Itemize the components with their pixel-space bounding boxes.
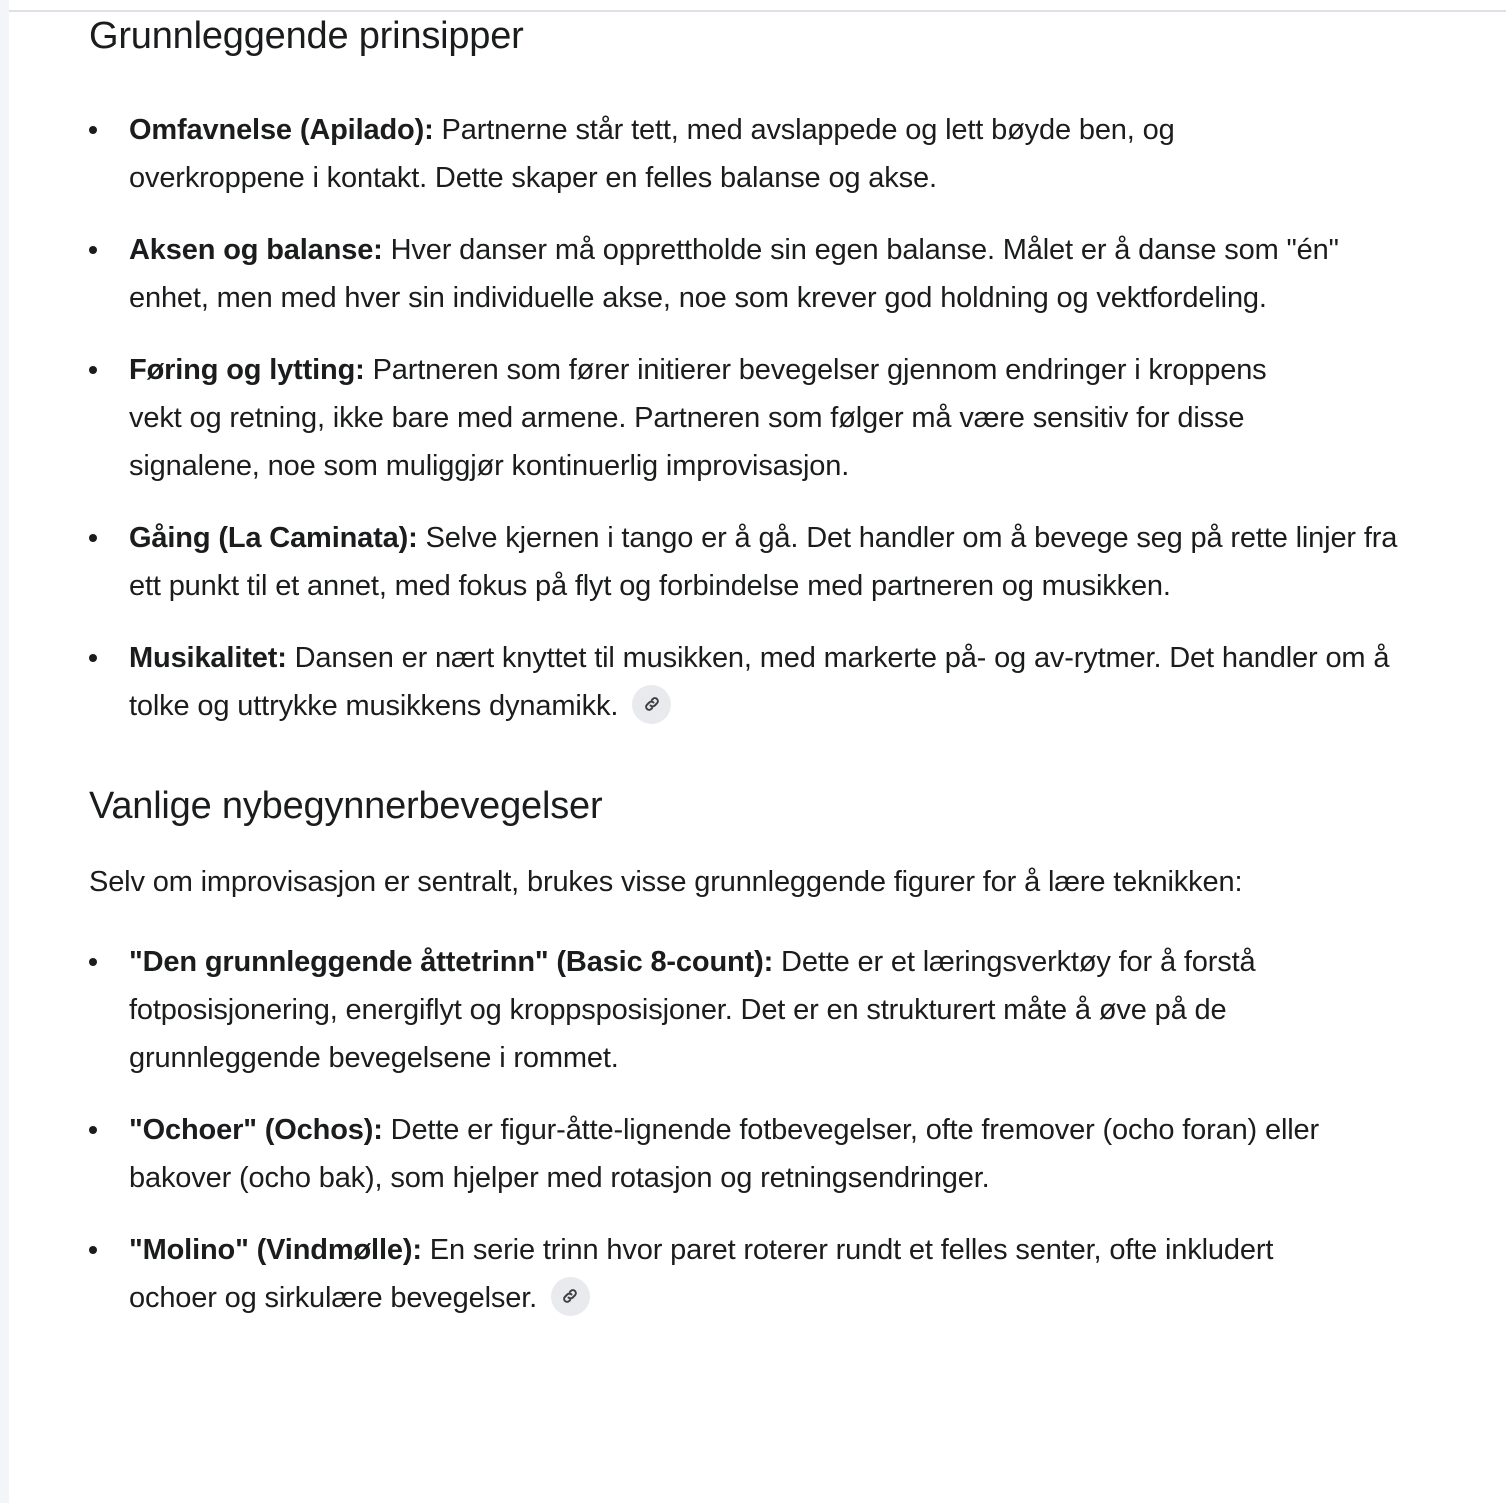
principles-list [89, 106, 1399, 730]
item-text: Dette er et læringsverktøy for å forstå fotposisjonering, energiflyt og kroppsposisjoner. Det er en strukturert måte å øve på de grunnleggende bevegelsene i rommet. [129, 946, 1256, 1074]
link-icon [561, 1287, 579, 1305]
item-text: En serie trinn hvor paret roterer rundt et felles senter, ofte inkludert ochoer og sirkulære bevegelser. [129, 1234, 1274, 1314]
bullet-icon [89, 366, 97, 374]
item-text: Selve kjernen i tango er å gå. Det handler om å bevege seg på rette linjer fra ett punkt til et annet, med fokus på flyt og forbindelse med partneren og musikken. [129, 522, 1398, 602]
left-panel-edge [0, 0, 9, 1503]
list-item [89, 634, 1391, 730]
item-text: Dette er figur-åtte-lignende fotbevegelser, ofte fremover (ocho foran) eller bakover (ocho bak), som hjelper med rotasjon og retningsendringer. [129, 1114, 1320, 1194]
list-item [89, 514, 1399, 610]
source-link-button[interactable] [632, 685, 671, 724]
bullet-icon [89, 246, 97, 254]
bullet-icon [89, 1246, 97, 1254]
item-term: "Den grunnleggende åttetrinn" (Basic 8-count): [129, 946, 774, 978]
response-content [89, 12, 1399, 1346]
item-text: Partnerne står tett, med avslappede og lett bøyde ben, og overkroppene i kontakt. Dette skaper en felles balanse og akse. [129, 114, 1175, 194]
section-title-beginner-moves: Vanlige nybegynnerbevegelser [89, 785, 603, 827]
bullet-icon [89, 534, 97, 542]
item-term: Omfavnelse (Apilado): [129, 114, 434, 146]
item-term: Musikalitet: [129, 642, 287, 674]
item-text: Hver danser må opprettholde sin egen balanse. Målet er å danse som "én" enhet, men med hver sin individuelle akse, noe som krever god holdning og vektfordeling. [129, 234, 1339, 314]
bullet-icon [89, 958, 97, 966]
list-item [89, 1106, 1359, 1202]
item-term: Gåing (La Caminata): [129, 522, 418, 554]
section-title-basic-principles: Grunnleggende prinsipper [89, 15, 524, 57]
item-term: "Molino" (Vindmølle): [129, 1234, 422, 1266]
item-term: "Ochoer" (Ochos): [129, 1114, 383, 1146]
source-link-button[interactable] [551, 1277, 590, 1316]
list-item [89, 106, 1339, 202]
bullet-icon [89, 654, 97, 662]
list-item [89, 938, 1351, 1082]
bullet-icon [89, 1126, 97, 1134]
list-item [89, 1226, 1319, 1322]
item-term: Aksen og balanse: [129, 234, 383, 266]
link-icon [643, 695, 661, 713]
list-item [89, 346, 1309, 490]
list-item [89, 226, 1369, 322]
section-intro: Selv om improvisasjon er sentralt, brukes visse grunnleggende figurer for å lære teknikken: [89, 866, 1243, 898]
beginner-moves-list [89, 938, 1399, 1322]
item-term: Føring og lytting: [129, 354, 365, 386]
item-text: Partneren som fører initierer bevegelser gjennom endringer i kroppens vekt og retning, ikke bare med armene. Partneren som følger må være sensitiv for disse signalene, noe som muliggjør kontinuerlig improvisasjon. [129, 354, 1267, 482]
item-text: Dansen er nært knyttet til musikken, med markerte på- og av-rytmer. Det handler om å tolke og uttrykke musikkens dynamikk. [129, 642, 1390, 722]
bullet-icon [89, 126, 97, 134]
